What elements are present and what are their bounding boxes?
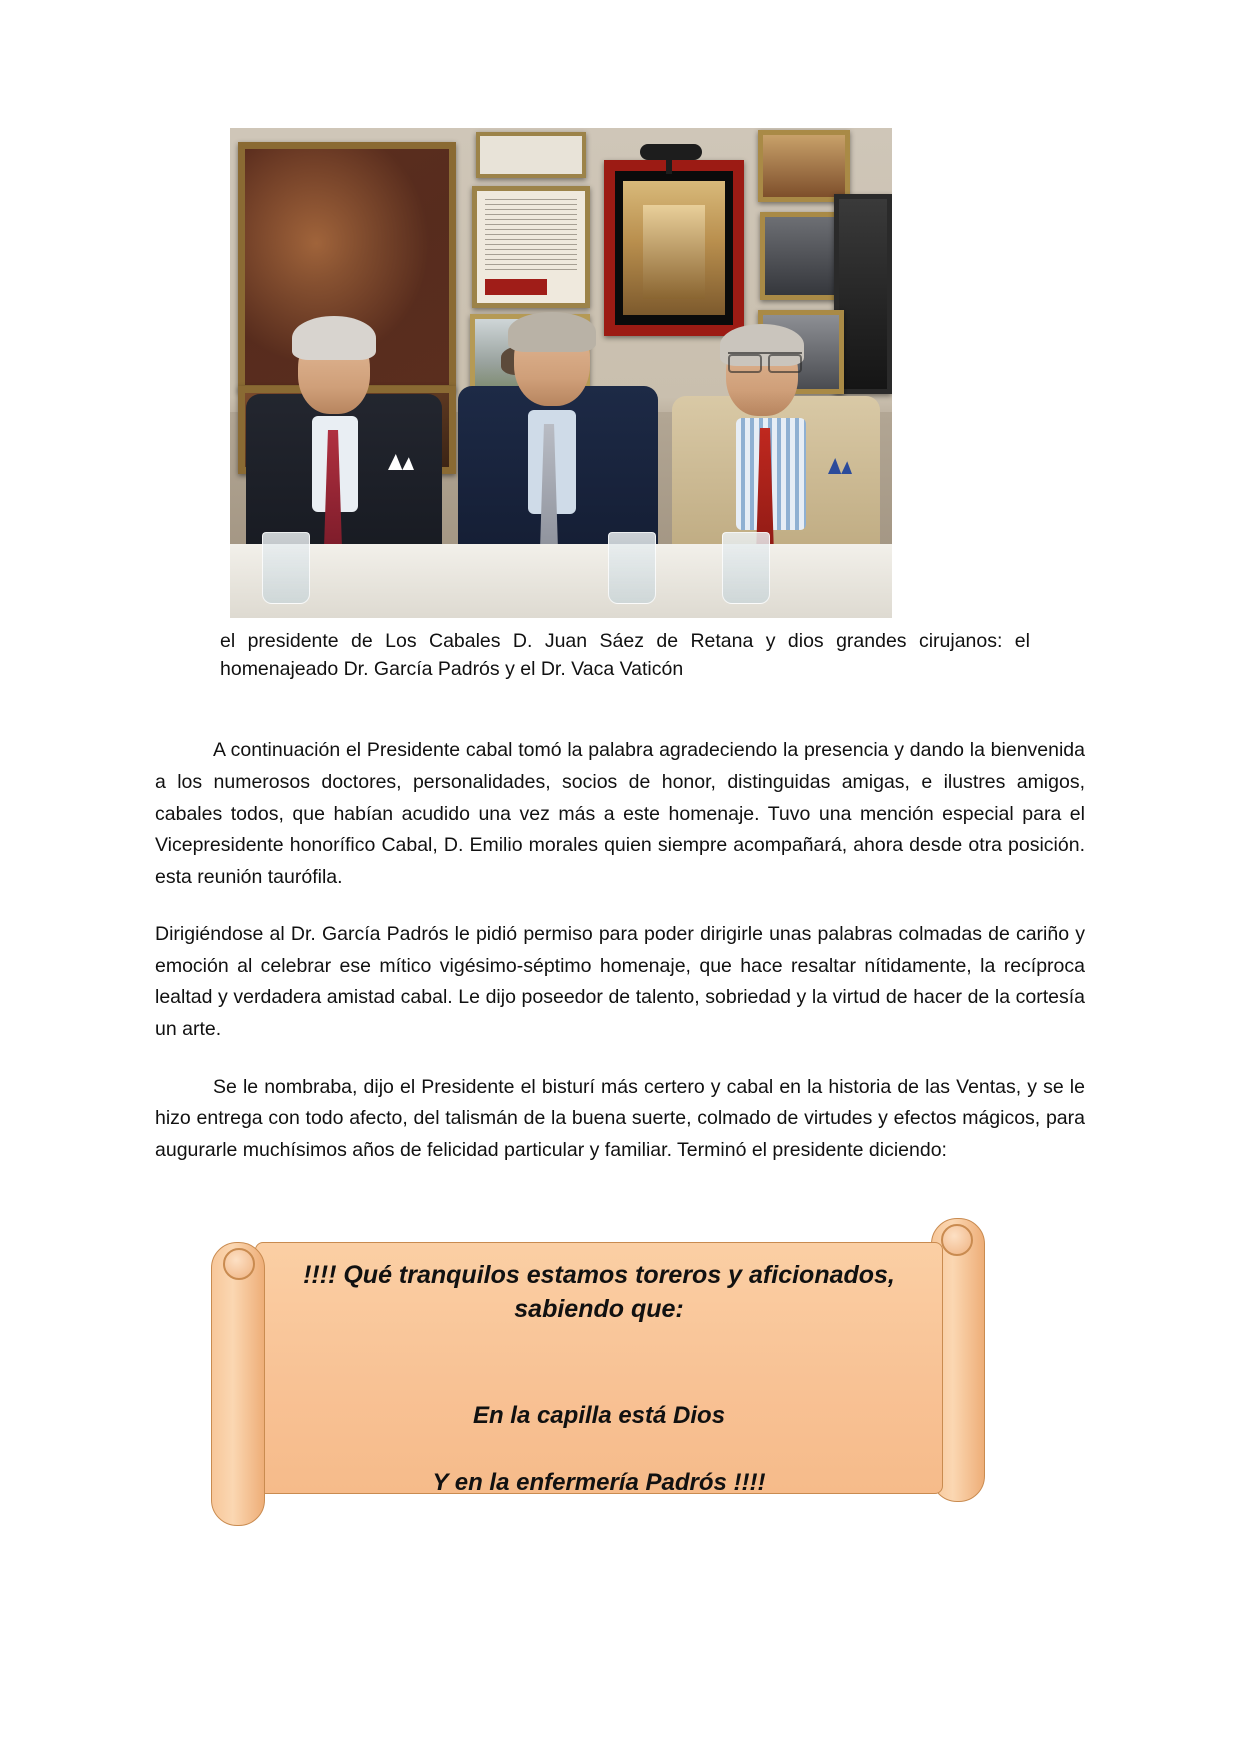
scroll-line-4: Y en la enfermería Padrós !!!! (432, 1468, 766, 1496)
person-center-hair (508, 312, 596, 352)
framed-picture-center-icon (604, 160, 744, 336)
framed-document-top-icon (476, 132, 586, 178)
table-surface (230, 544, 892, 618)
photo-container (230, 128, 892, 618)
wine-glass-icon (722, 532, 770, 604)
scroll-line-1: !!!! Qué tranquilos estamos toreros y aficionados, (303, 1261, 895, 1290)
document-text-lines (485, 199, 577, 273)
framed-photo-right-top-icon (758, 130, 850, 202)
scroll-text-block (281, 1258, 917, 1499)
photo-caption: el presidente de Los Cabales D. Juan Sáez de Retana y dios grandes cirujanos: el homenajeado Dr. García Padrós y el Dr. Vaca Vaticón (220, 630, 1030, 680)
framed-document-middle-icon (472, 186, 590, 308)
center-picture-art (623, 181, 725, 315)
scroll-banner (203, 1200, 993, 1550)
wine-glass-icon (608, 532, 656, 604)
document-red-block (485, 279, 547, 295)
wine-glass-icon (262, 532, 310, 604)
paragraph-1: A continuación el Presidente cabal tomó la palabra agradeciendo la presencia y dando la bienvenida a los numerosos doctores, personalidades, socios de honor, distinguidas amigas, e ilustres amigos, cabales todos, que habían acudido una vez más a este homenaje. Tuvo una mención especial para el Vicepresidente honorífico Cabal, D. Emilio morales quien siempre acompañará, ahora desde otra posición. esta reunión taurófila. (155, 739, 1085, 888)
group-photo (230, 128, 892, 618)
paragraph-3: Se le nombraba, dijo el Presidente el bisturí más certero y cabal en la historia de las Ventas, y se le hizo entrega con todo afecto, del talismán de la buena suerte, colmado de virtudes y efectos mágicos, para augurarle muchísimos años de felicidad particular y familiar. Terminó el presidente diciendo: (155, 1075, 1085, 1161)
glasses-icon (728, 352, 802, 370)
scroll-roll-left (211, 1242, 265, 1526)
paragraph-2: Dirigiéndose al Dr. García Padrós le pidió permiso para poder dirigirle unas palabras colmadas de cariño y emoción al celebrar ese mítico vigésimo-séptimo homenaje, que hace resaltar nítidamente, la recíproca lealtad y verdadera amistad cabal. Le dijo poseedor de talento, sobriedad y la virtud de hacer de la cortesía un arte. (155, 923, 1085, 1040)
article-body (155, 735, 1085, 1166)
person-left-hair (292, 316, 376, 360)
scroll-line-2: sabiendo que: (514, 1295, 684, 1324)
scroll-line-3: En la capilla está Dios (472, 1402, 726, 1430)
wall-lamp-icon (640, 144, 702, 160)
